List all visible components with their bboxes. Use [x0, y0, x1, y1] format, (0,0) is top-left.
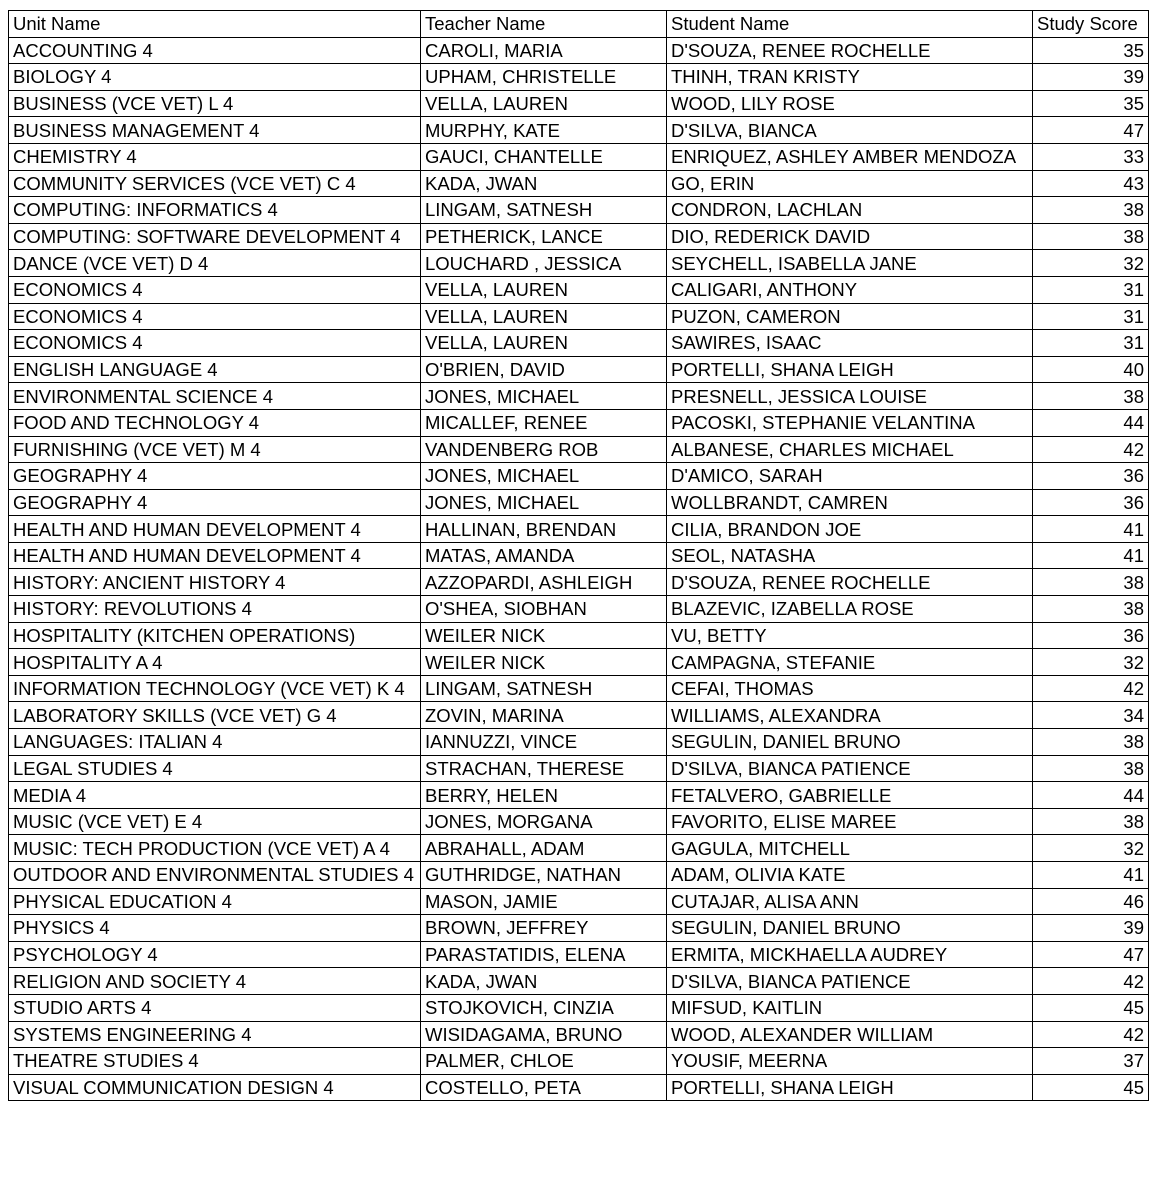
study-score-cell: 47 — [1033, 117, 1149, 144]
table-row — [9, 941, 1149, 968]
unit-name-cell: ENVIRONMENTAL SCIENCE 4 — [9, 383, 421, 410]
table-row — [9, 755, 1149, 782]
student-name-cell: ALBANESE, CHARLES MICHAEL — [667, 436, 1033, 463]
unit-name-cell: OUTDOOR AND ENVIRONMENTAL STUDIES 4 — [9, 862, 421, 889]
teacher-name-cell: KADA, JWAN — [421, 968, 667, 995]
study-score-cell: 39 — [1033, 915, 1149, 942]
teacher-name-cell: VELLA, LAUREN — [421, 303, 667, 330]
unit-name-cell: COMPUTING: INFORMATICS 4 — [9, 197, 421, 224]
teacher-name-cell: BERRY, HELEN — [421, 782, 667, 809]
study-score-cell: 41 — [1033, 542, 1149, 569]
student-name-cell: CEFAI, THOMAS — [667, 675, 1033, 702]
unit-name-cell: CHEMISTRY 4 — [9, 143, 421, 170]
teacher-name-cell: VANDENBERG ROB — [421, 436, 667, 463]
table-row — [9, 250, 1149, 277]
unit-name-cell: MUSIC: TECH PRODUCTION (VCE VET) A 4 — [9, 835, 421, 862]
table-row — [9, 649, 1149, 676]
student-name-cell: D'SOUZA, RENEE ROCHELLE — [667, 569, 1033, 596]
table-row — [9, 1048, 1149, 1075]
unit-name-cell: BUSINESS MANAGEMENT 4 — [9, 117, 421, 144]
student-name-cell: PORTELLI, SHANA LEIGH — [667, 356, 1033, 383]
header-teacher-name: Teacher Name — [421, 11, 667, 38]
table-row — [9, 37, 1149, 64]
student-name-cell: PORTELLI, SHANA LEIGH — [667, 1074, 1033, 1101]
unit-name-cell: STUDIO ARTS 4 — [9, 994, 421, 1021]
study-score-cell: 36 — [1033, 622, 1149, 649]
study-score-table — [8, 10, 1149, 1101]
student-name-cell: YOUSIF, MEERNA — [667, 1048, 1033, 1075]
teacher-name-cell: O'BRIEN, DAVID — [421, 356, 667, 383]
teacher-name-cell: HALLINAN, BRENDAN — [421, 516, 667, 543]
student-name-cell: D'SOUZA, RENEE ROCHELLE — [667, 37, 1033, 64]
header-study-score: Study Score — [1033, 11, 1149, 38]
study-score-cell: 31 — [1033, 303, 1149, 330]
teacher-name-cell: JONES, MICHAEL — [421, 463, 667, 490]
study-score-cell: 44 — [1033, 409, 1149, 436]
table-row — [9, 994, 1149, 1021]
study-score-cell: 38 — [1033, 383, 1149, 410]
table-body — [9, 37, 1149, 1101]
student-name-cell: SEGULIN, DANIEL BRUNO — [667, 729, 1033, 756]
unit-name-cell: RELIGION AND SOCIETY 4 — [9, 968, 421, 995]
unit-name-cell: PHYSICAL EDUCATION 4 — [9, 888, 421, 915]
student-name-cell: FAVORITO, ELISE MAREE — [667, 808, 1033, 835]
student-name-cell: D'SILVA, BIANCA — [667, 117, 1033, 144]
table-row — [9, 1021, 1149, 1048]
student-name-cell: CILIA, BRANDON JOE — [667, 516, 1033, 543]
teacher-name-cell: GAUCI, CHANTELLE — [421, 143, 667, 170]
teacher-name-cell: WEILER NICK — [421, 622, 667, 649]
table-row — [9, 117, 1149, 144]
table-row — [9, 90, 1149, 117]
table-header — [9, 11, 1149, 38]
student-name-cell: SEOL, NATASHA — [667, 542, 1033, 569]
header-unit-name: Unit Name — [9, 11, 421, 38]
teacher-name-cell: MASON, JAMIE — [421, 888, 667, 915]
table-row — [9, 835, 1149, 862]
unit-name-cell: GEOGRAPHY 4 — [9, 463, 421, 490]
student-name-cell: THINH, TRAN KRISTY — [667, 64, 1033, 91]
study-score-cell: 38 — [1033, 808, 1149, 835]
table-row — [9, 808, 1149, 835]
student-name-cell: ADAM, OLIVIA KATE — [667, 862, 1033, 889]
teacher-name-cell: LINGAM, SATNESH — [421, 675, 667, 702]
student-name-cell: CAMPAGNA, STEFANIE — [667, 649, 1033, 676]
student-name-cell: SEGULIN, DANIEL BRUNO — [667, 915, 1033, 942]
teacher-name-cell: KADA, JWAN — [421, 170, 667, 197]
study-score-cell: 42 — [1033, 436, 1149, 463]
unit-name-cell: VISUAL COMMUNICATION DESIGN 4 — [9, 1074, 421, 1101]
student-name-cell: WOOD, LILY ROSE — [667, 90, 1033, 117]
teacher-name-cell: JONES, MICHAEL — [421, 383, 667, 410]
teacher-name-cell: WEILER NICK — [421, 649, 667, 676]
study-score-cell: 38 — [1033, 729, 1149, 756]
table-row — [9, 143, 1149, 170]
table-row — [9, 702, 1149, 729]
unit-name-cell: HOSPITALITY A 4 — [9, 649, 421, 676]
table-row — [9, 542, 1149, 569]
unit-name-cell: PHYSICS 4 — [9, 915, 421, 942]
unit-name-cell: GEOGRAPHY 4 — [9, 489, 421, 516]
table-row — [9, 675, 1149, 702]
study-score-cell: 31 — [1033, 330, 1149, 357]
table-row — [9, 223, 1149, 250]
table-row — [9, 622, 1149, 649]
teacher-name-cell: MATAS, AMANDA — [421, 542, 667, 569]
student-name-cell: GO, ERIN — [667, 170, 1033, 197]
unit-name-cell: INFORMATION TECHNOLOGY (VCE VET) K 4 — [9, 675, 421, 702]
teacher-name-cell: STOJKOVICH, CINZIA — [421, 994, 667, 1021]
study-score-cell: 45 — [1033, 994, 1149, 1021]
table-row — [9, 170, 1149, 197]
unit-name-cell: ACCOUNTING 4 — [9, 37, 421, 64]
teacher-name-cell: COSTELLO, PETA — [421, 1074, 667, 1101]
teacher-name-cell: O'SHEA, SIOBHAN — [421, 596, 667, 623]
study-score-cell: 38 — [1033, 755, 1149, 782]
teacher-name-cell: STRACHAN, THERESE — [421, 755, 667, 782]
unit-name-cell: MUSIC (VCE VET) E 4 — [9, 808, 421, 835]
student-name-cell: FETALVERO, GABRIELLE — [667, 782, 1033, 809]
unit-name-cell: ECONOMICS 4 — [9, 303, 421, 330]
study-score-cell: 33 — [1033, 143, 1149, 170]
unit-name-cell: ECONOMICS 4 — [9, 276, 421, 303]
study-score-cell: 42 — [1033, 675, 1149, 702]
unit-name-cell: HOSPITALITY (KITCHEN OPERATIONS) — [9, 622, 421, 649]
unit-name-cell: HISTORY: REVOLUTIONS 4 — [9, 596, 421, 623]
teacher-name-cell: PALMER, CHLOE — [421, 1048, 667, 1075]
table-row — [9, 729, 1149, 756]
table-row — [9, 516, 1149, 543]
table-row — [9, 409, 1149, 436]
teacher-name-cell: VELLA, LAUREN — [421, 276, 667, 303]
teacher-name-cell: PETHERICK, LANCE — [421, 223, 667, 250]
unit-name-cell: COMMUNITY SERVICES (VCE VET) C 4 — [9, 170, 421, 197]
table-row — [9, 64, 1149, 91]
teacher-name-cell: VELLA, LAUREN — [421, 90, 667, 117]
table-row — [9, 303, 1149, 330]
header-student-name: Student Name — [667, 11, 1033, 38]
table-row — [9, 915, 1149, 942]
study-score-cell: 47 — [1033, 941, 1149, 968]
teacher-name-cell: BROWN, JEFFREY — [421, 915, 667, 942]
study-score-cell: 38 — [1033, 223, 1149, 250]
teacher-name-cell: MICALLEF, RENEE — [421, 409, 667, 436]
table-row — [9, 968, 1149, 995]
teacher-name-cell: CAROLI, MARIA — [421, 37, 667, 64]
student-name-cell: BLAZEVIC, IZABELLA ROSE — [667, 596, 1033, 623]
unit-name-cell: ECONOMICS 4 — [9, 330, 421, 357]
teacher-name-cell: UPHAM, CHRISTELLE — [421, 64, 667, 91]
student-name-cell: WILLIAMS, ALEXANDRA — [667, 702, 1033, 729]
table-row — [9, 782, 1149, 809]
table-row — [9, 330, 1149, 357]
student-name-cell: ENRIQUEZ, ASHLEY AMBER MENDOZA — [667, 143, 1033, 170]
student-name-cell: CALIGARI, ANTHONY — [667, 276, 1033, 303]
study-score-cell: 35 — [1033, 90, 1149, 117]
unit-name-cell: COMPUTING: SOFTWARE DEVELOPMENT 4 — [9, 223, 421, 250]
study-score-cell: 41 — [1033, 516, 1149, 543]
unit-name-cell: ENGLISH LANGUAGE 4 — [9, 356, 421, 383]
unit-name-cell: THEATRE STUDIES 4 — [9, 1048, 421, 1075]
table-row — [9, 383, 1149, 410]
student-name-cell: CONDRON, LACHLAN — [667, 197, 1033, 224]
student-name-cell: DIO, REDERICK DAVID — [667, 223, 1033, 250]
teacher-name-cell: PARASTATIDIS, ELENA — [421, 941, 667, 968]
teacher-name-cell: ZOVIN, MARINA — [421, 702, 667, 729]
student-name-cell: VU, BETTY — [667, 622, 1033, 649]
table-row — [9, 276, 1149, 303]
teacher-name-cell: ABRAHALL, ADAM — [421, 835, 667, 862]
study-score-cell: 42 — [1033, 968, 1149, 995]
unit-name-cell: HEALTH AND HUMAN DEVELOPMENT 4 — [9, 542, 421, 569]
table-row — [9, 356, 1149, 383]
student-name-cell: MIFSUD, KAITLIN — [667, 994, 1033, 1021]
study-score-cell: 35 — [1033, 37, 1149, 64]
table-row — [9, 888, 1149, 915]
unit-name-cell: HEALTH AND HUMAN DEVELOPMENT 4 — [9, 516, 421, 543]
student-name-cell: ERMITA, MICKHAELLA AUDREY — [667, 941, 1033, 968]
study-score-cell: 36 — [1033, 489, 1149, 516]
unit-name-cell: LEGAL STUDIES 4 — [9, 755, 421, 782]
study-score-cell: 32 — [1033, 649, 1149, 676]
table-row — [9, 596, 1149, 623]
study-score-cell: 45 — [1033, 1074, 1149, 1101]
student-name-cell: D'SILVA, BIANCA PATIENCE — [667, 755, 1033, 782]
study-score-cell: 36 — [1033, 463, 1149, 490]
teacher-name-cell: IANNUZZI, VINCE — [421, 729, 667, 756]
study-score-cell: 41 — [1033, 862, 1149, 889]
unit-name-cell: LANGUAGES: ITALIAN 4 — [9, 729, 421, 756]
student-name-cell: CUTAJAR, ALISA ANN — [667, 888, 1033, 915]
teacher-name-cell: JONES, MICHAEL — [421, 489, 667, 516]
table-row — [9, 862, 1149, 889]
student-name-cell: SAWIRES, ISAAC — [667, 330, 1033, 357]
unit-name-cell: BUSINESS (VCE VET) L 4 — [9, 90, 421, 117]
unit-name-cell: FOOD AND TECHNOLOGY 4 — [9, 409, 421, 436]
unit-name-cell: BIOLOGY 4 — [9, 64, 421, 91]
student-name-cell: WOLLBRANDT, CAMREN — [667, 489, 1033, 516]
table-row — [9, 569, 1149, 596]
teacher-name-cell: JONES, MORGANA — [421, 808, 667, 835]
table-row — [9, 463, 1149, 490]
student-name-cell: SEYCHELL, ISABELLA JANE — [667, 250, 1033, 277]
teacher-name-cell: AZZOPARDI, ASHLEIGH — [421, 569, 667, 596]
study-score-cell: 34 — [1033, 702, 1149, 729]
student-name-cell: D'SILVA, BIANCA PATIENCE — [667, 968, 1033, 995]
student-name-cell: GAGULA, MITCHELL — [667, 835, 1033, 862]
teacher-name-cell: LOUCHARD , JESSICA — [421, 250, 667, 277]
table-row — [9, 197, 1149, 224]
study-score-cell: 32 — [1033, 835, 1149, 862]
student-name-cell: PUZON, CAMERON — [667, 303, 1033, 330]
student-name-cell: PACOSKI, STEPHANIE VELANTINA — [667, 409, 1033, 436]
study-score-cell: 46 — [1033, 888, 1149, 915]
table-row — [9, 436, 1149, 463]
unit-name-cell: LABORATORY SKILLS (VCE VET) G 4 — [9, 702, 421, 729]
unit-name-cell: SYSTEMS ENGINEERING 4 — [9, 1021, 421, 1048]
teacher-name-cell: LINGAM, SATNESH — [421, 197, 667, 224]
unit-name-cell: HISTORY: ANCIENT HISTORY 4 — [9, 569, 421, 596]
teacher-name-cell: MURPHY, KATE — [421, 117, 667, 144]
study-score-cell: 44 — [1033, 782, 1149, 809]
study-score-cell: 37 — [1033, 1048, 1149, 1075]
header-row — [9, 11, 1149, 38]
unit-name-cell: MEDIA 4 — [9, 782, 421, 809]
teacher-name-cell: VELLA, LAUREN — [421, 330, 667, 357]
student-name-cell: D'AMICO, SARAH — [667, 463, 1033, 490]
study-score-cell: 38 — [1033, 596, 1149, 623]
unit-name-cell: DANCE (VCE VET) D 4 — [9, 250, 421, 277]
study-score-cell: 39 — [1033, 64, 1149, 91]
unit-name-cell: PSYCHOLOGY 4 — [9, 941, 421, 968]
study-score-cell: 42 — [1033, 1021, 1149, 1048]
teacher-name-cell: GUTHRIDGE, NATHAN — [421, 862, 667, 889]
student-name-cell: PRESNELL, JESSICA LOUISE — [667, 383, 1033, 410]
study-score-cell: 31 — [1033, 276, 1149, 303]
study-score-cell: 43 — [1033, 170, 1149, 197]
student-name-cell: WOOD, ALEXANDER WILLIAM — [667, 1021, 1033, 1048]
study-score-cell: 32 — [1033, 250, 1149, 277]
study-score-cell: 38 — [1033, 569, 1149, 596]
teacher-name-cell: WISIDAGAMA, BRUNO — [421, 1021, 667, 1048]
table-row — [9, 1074, 1149, 1101]
study-score-cell: 38 — [1033, 197, 1149, 224]
table-row — [9, 489, 1149, 516]
study-score-cell: 40 — [1033, 356, 1149, 383]
unit-name-cell: FURNISHING (VCE VET) M 4 — [9, 436, 421, 463]
